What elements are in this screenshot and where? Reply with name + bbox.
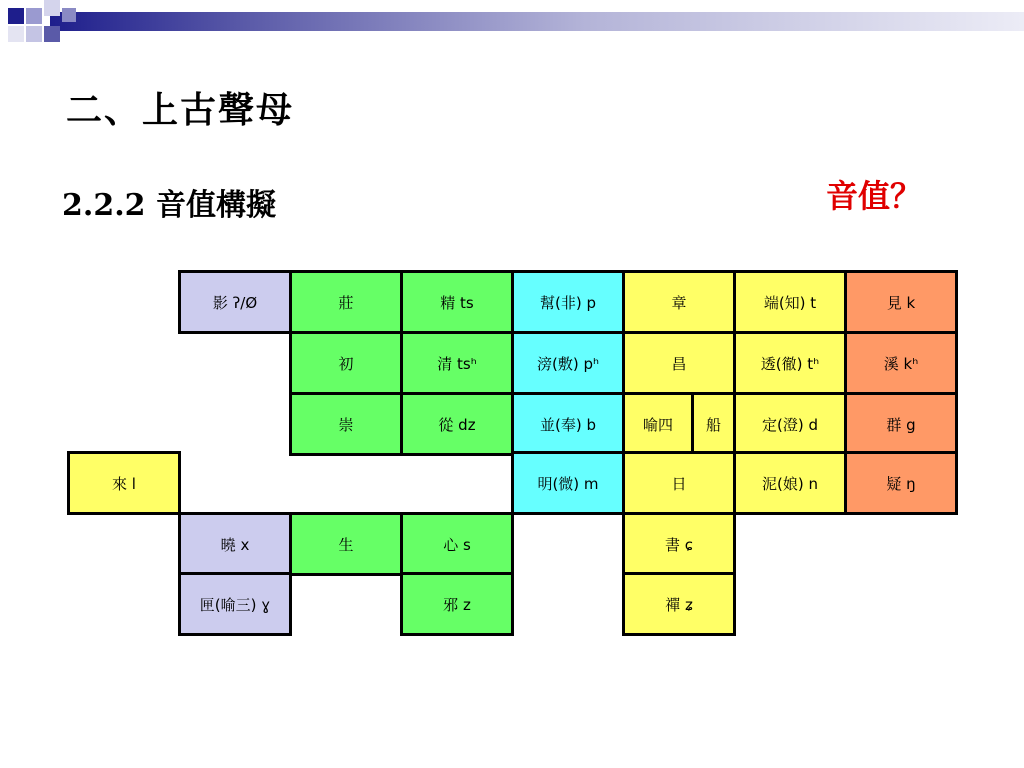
table-cell: 日	[622, 451, 736, 515]
table-cell: 泥(娘) n	[733, 451, 847, 515]
table-cell: 群 g	[844, 392, 958, 456]
table-cell: 幫(非) p	[511, 270, 625, 334]
question-label: 音值？	[826, 177, 923, 215]
table-cell: 邪 z	[400, 572, 514, 636]
table-cell: 章	[622, 270, 736, 334]
table-cell: 崇	[289, 392, 403, 456]
table-cell: 疑 ŋ	[844, 451, 958, 515]
slide-subtitle: 2.2.2 音值構擬	[62, 188, 276, 223]
table-cell: 滂(敷) pʰ	[511, 331, 625, 395]
table-cell: 影 ʔ/Ø	[178, 270, 292, 334]
table-cell: 昌	[622, 331, 736, 395]
table-cell: 從 dz	[400, 392, 514, 456]
table-cell: 並(奉) b	[511, 392, 625, 456]
table-cell: 曉 x	[178, 512, 292, 576]
table-cell: 透(徹) tʰ	[733, 331, 847, 395]
table-cell: 定(澄) d	[733, 392, 847, 456]
decor-square	[8, 26, 24, 42]
table-cell: 禪 ʑ	[622, 572, 736, 636]
decor-square	[26, 26, 42, 42]
table-cell: 生	[289, 512, 403, 576]
table-cell: 溪 kʰ	[844, 331, 958, 395]
decor-square	[26, 8, 42, 24]
slide-title: 二、上古聲母	[66, 89, 295, 131]
table-cell: 見 k	[844, 270, 958, 334]
table-cell: 初	[289, 331, 403, 395]
decor-square	[44, 26, 60, 42]
table-cell: 端(知) t	[733, 270, 847, 334]
table-cell: 匣(喻三) ɣ	[178, 572, 292, 636]
table-cell: 船	[691, 392, 736, 456]
decor-square	[8, 8, 24, 24]
table-cell: 喻四	[622, 392, 694, 456]
table-cell: 書 ɕ	[622, 512, 736, 576]
decor-square	[62, 8, 76, 22]
table-cell: 莊	[289, 270, 403, 334]
header-gradient-bar	[50, 12, 1024, 31]
table-cell: 精 ts	[400, 270, 514, 334]
table-cell: 清 tsʰ	[400, 331, 514, 395]
table-cell: 心 s	[400, 512, 514, 576]
table-cell: 明(微) m	[511, 451, 625, 515]
decor-square	[44, 0, 60, 16]
table-cell: 來 l	[67, 451, 181, 515]
